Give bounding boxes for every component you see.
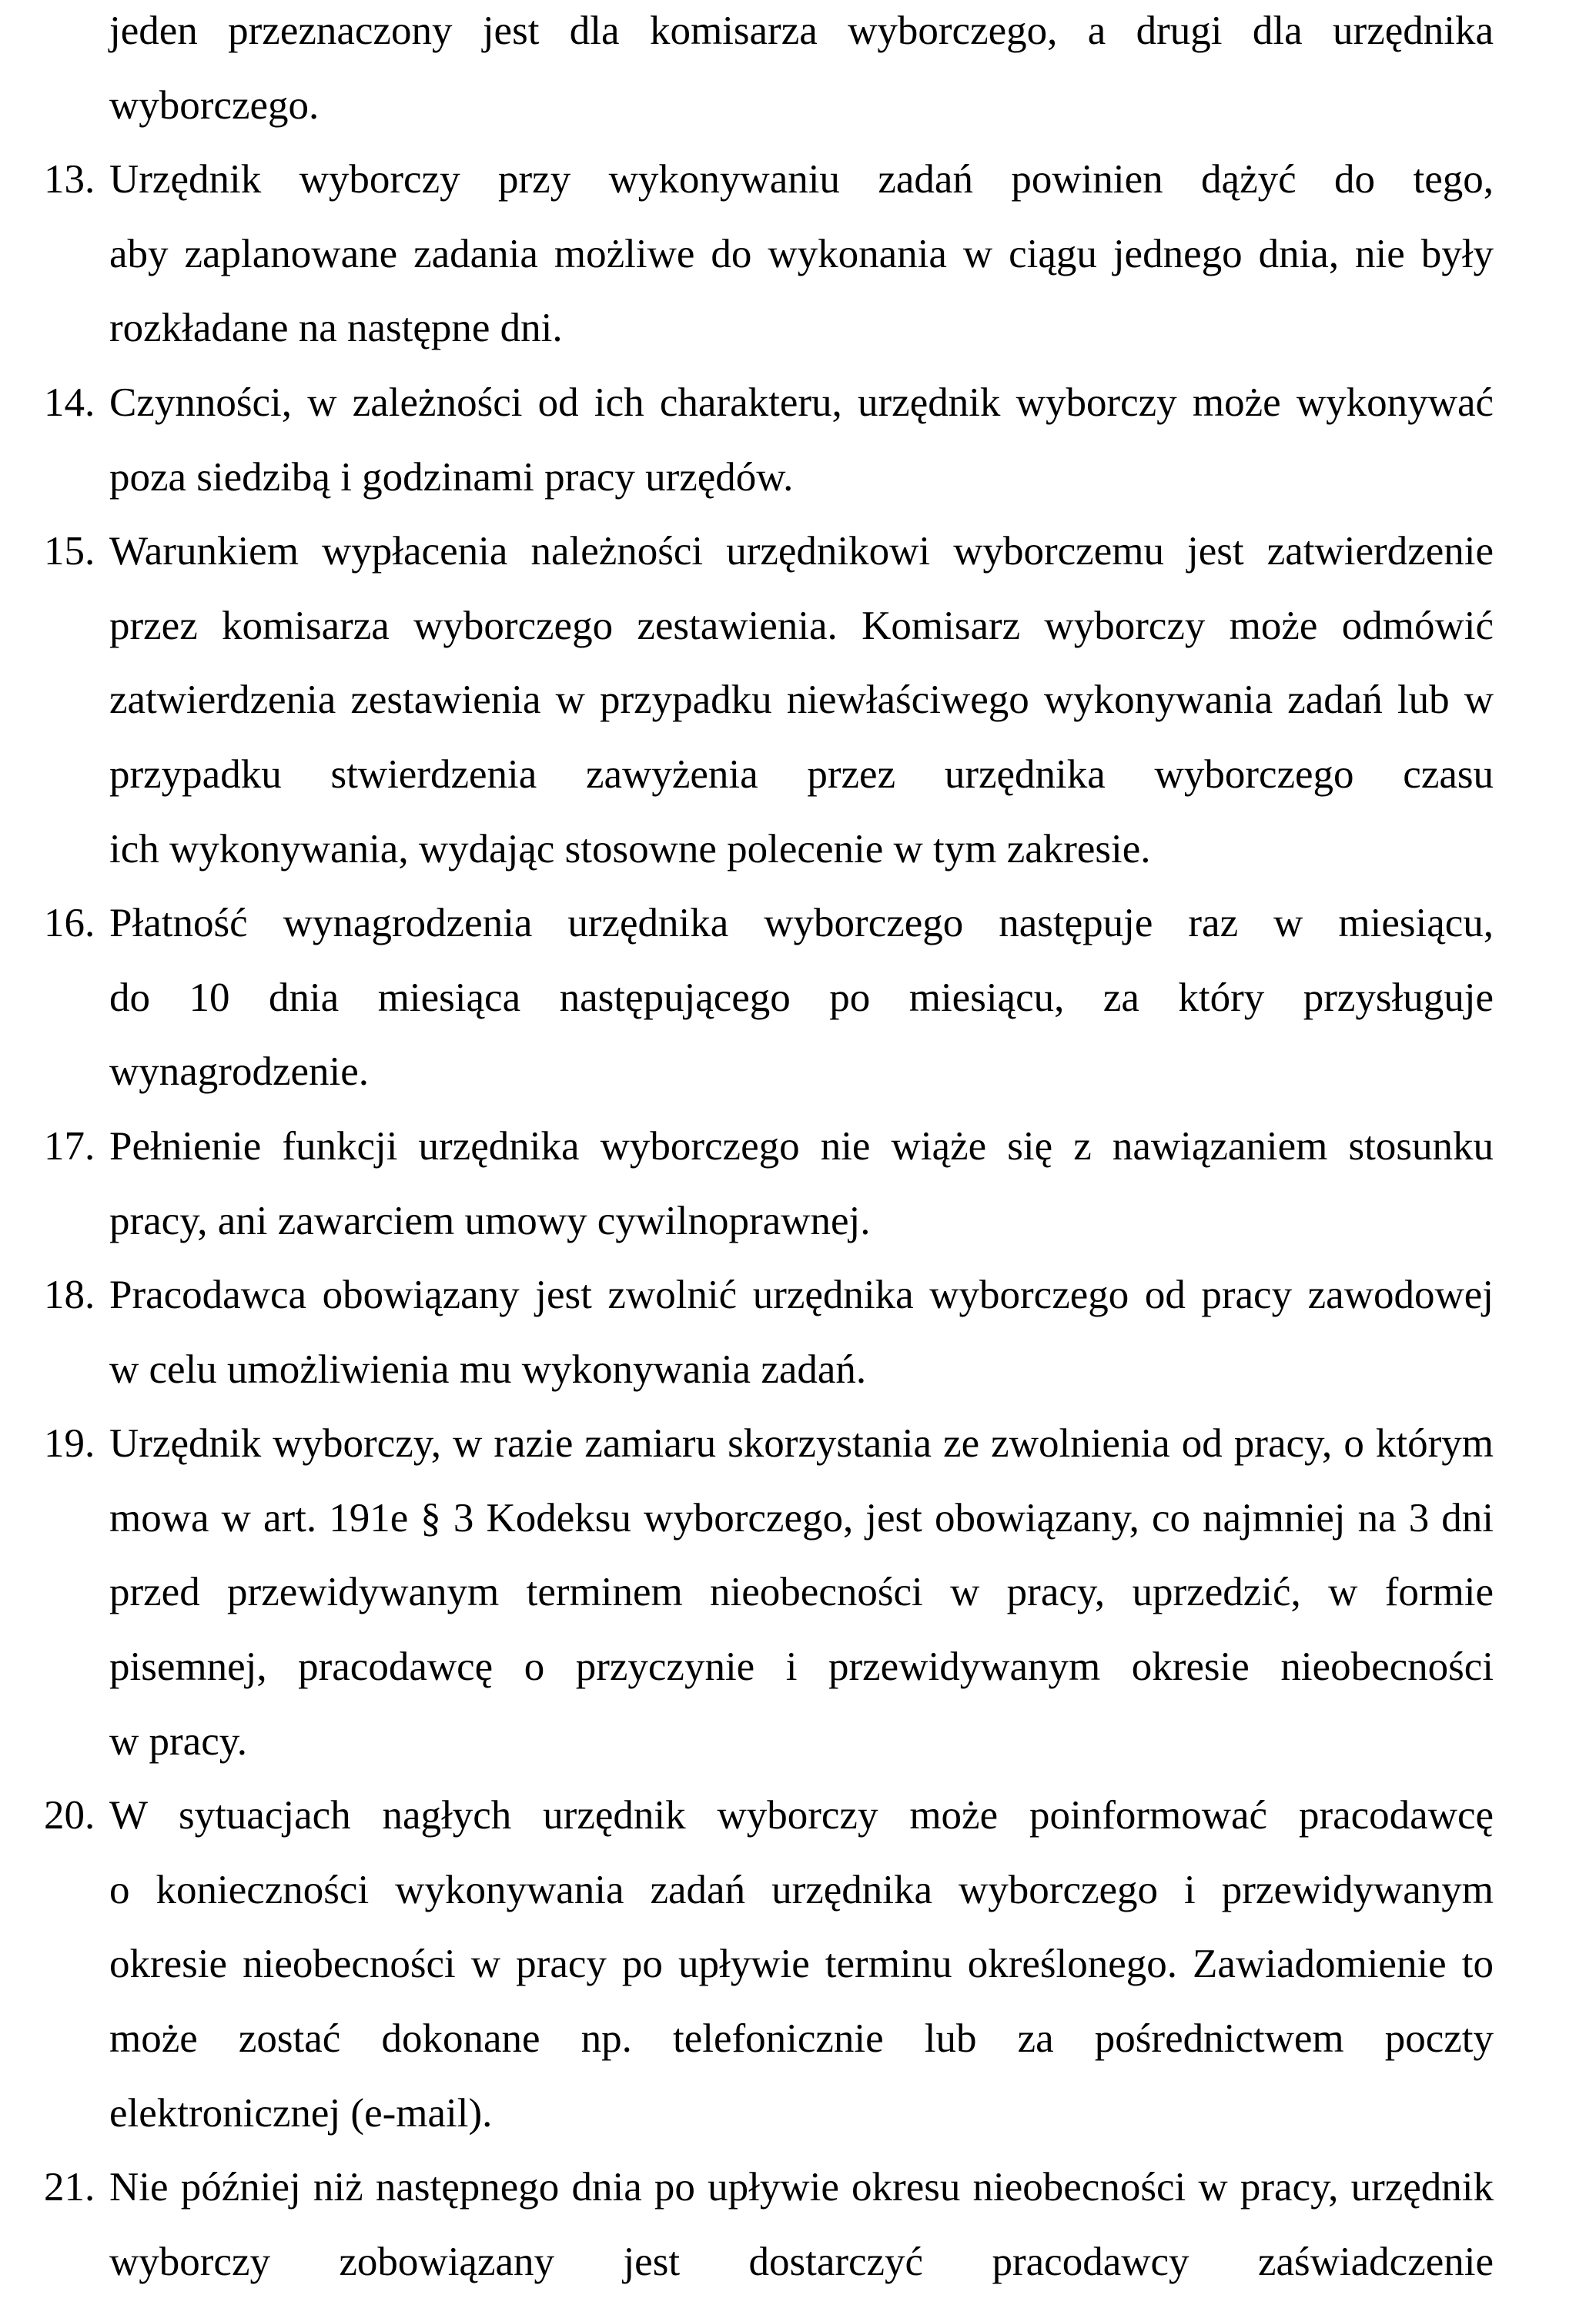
text-line: w celu umożliwienia mu wykonywania zadań. — [109, 1347, 867, 1392]
text-line: Warunkiem wypłacenia należności urzędnikowi wyborczemu jest zatwierdzenie — [109, 529, 1494, 574]
text-line: Urzędnik wyborczy przy wykonywaniu zadań powinien dążyć do tego, — [109, 157, 1494, 202]
text-line: przed przewidywanym terminem nieobecności w pracy, uprzedzić, w formie — [109, 1570, 1494, 1615]
list-item — [109, 0, 1494, 142]
text-line: pracy, ani zawarciem umowy cywilnoprawnej. — [109, 1198, 871, 1243]
text-line: wyborczego. — [109, 82, 320, 128]
text-line: zatwierdzenia zestawienia w przypadku niewłaściwego wykonywania zadań lub w — [109, 677, 1494, 723]
list-item — [44, 1407, 1494, 1778]
text-line: mowa w art. 191e § 3 Kodeksu wyborczego, jest obowiązany, co najmniej na 3 dni — [109, 1495, 1494, 1541]
list-item — [44, 142, 1494, 366]
text-line: poza siedzibą i godzinami pracy urzędów. — [109, 454, 794, 500]
list-item — [44, 1778, 1494, 2150]
list-item — [44, 1109, 1494, 1258]
text-line: jeden przeznaczony jest dla komisarza wyborczego, a drugi dla urzędnika — [109, 8, 1494, 53]
text-line: do 10 dnia miesiąca następującego po miesiącu, za który przysługuje — [109, 975, 1494, 1020]
text-line: może zostać dokonane np. telefonicznie lub za pośrednictwem poczty — [109, 2016, 1494, 2062]
list-item — [44, 514, 1494, 886]
text-line: okresie nieobecności w pracy po upływie terminu określonego. Zawiadomienie to — [109, 1942, 1494, 1987]
text-line: w pracy. — [109, 1718, 248, 1764]
text-line: wyborczy zobowiązany jest dostarczyć pracodawcy zaświadczenie — [109, 2239, 1494, 2284]
text-line: rozkładane na następne dni. — [109, 306, 563, 351]
text-line: ich wykonywania, wydając stosowne polecenie w tym zakresie. — [109, 826, 1151, 871]
list-number: 21. — [44, 2165, 95, 2210]
list-item — [44, 1258, 1494, 1407]
text-line: Nie później niż następnego dnia po upływie okresu nieobecności w pracy, urzędnik — [109, 2165, 1494, 2210]
text-line: Pracodawca obowiązany jest zwolnić urzędnika wyborczego od pracy zawodowej — [109, 1273, 1494, 1318]
text-line: Czynności, w zależności od ich charakteru, urzędnik wyborczy może wykonywać — [109, 380, 1494, 425]
list-item — [44, 366, 1494, 514]
text-line: przez komisarza wyborczego zestawienia. Komisarz wyborczy może odmówić — [109, 603, 1494, 648]
text-line: Płatność wynagrodzenia urzędnika wyborczego następuje raz w miesiącu, — [109, 901, 1494, 946]
list-number: 13. — [44, 157, 95, 202]
text-line: aby zaplanowane zadania możliwe do wykonania w ciągu jednego dnia, nie były — [109, 231, 1494, 276]
text-line: Urzędnik wyborczy, w razie zamiaru skorzystania ze zwolnienia od pracy, o którym — [109, 1421, 1494, 1467]
list-number: 19. — [44, 1421, 95, 1467]
list-number: 17. — [44, 1123, 95, 1169]
document-content — [44, 0, 1494, 2299]
text-line: o konieczności wykonywania zadań urzędnika wyborczego i przewidywanym — [109, 1867, 1494, 1912]
text-line: wynagrodzenie. — [109, 1049, 369, 1095]
list-number: 15. — [44, 529, 95, 574]
text-line: W sytuacjach nagłych urzędnik wyborczy może poinformować pracodawcę — [109, 1793, 1494, 1838]
text-line: pisemnej, pracodawcę o przyczynie i przewidywanym okresie nieobecności — [109, 1644, 1494, 1690]
list-number: 20. — [44, 1793, 95, 1838]
list-number: 16. — [44, 901, 95, 946]
list-item — [44, 2150, 1494, 2299]
text-line: elektronicznej (e-mail). — [109, 2090, 493, 2136]
list-number: 18. — [44, 1273, 95, 1318]
text-line: Pełnienie funkcji urzędnika wyborczego nie wiąże się z nawiązaniem stosunku — [109, 1123, 1494, 1169]
text-line: przypadku stwierdzenia zawyżenia przez urzędnika wyborczego czasu — [109, 751, 1494, 797]
list-number: 14. — [44, 380, 95, 425]
list-item — [44, 886, 1494, 1109]
